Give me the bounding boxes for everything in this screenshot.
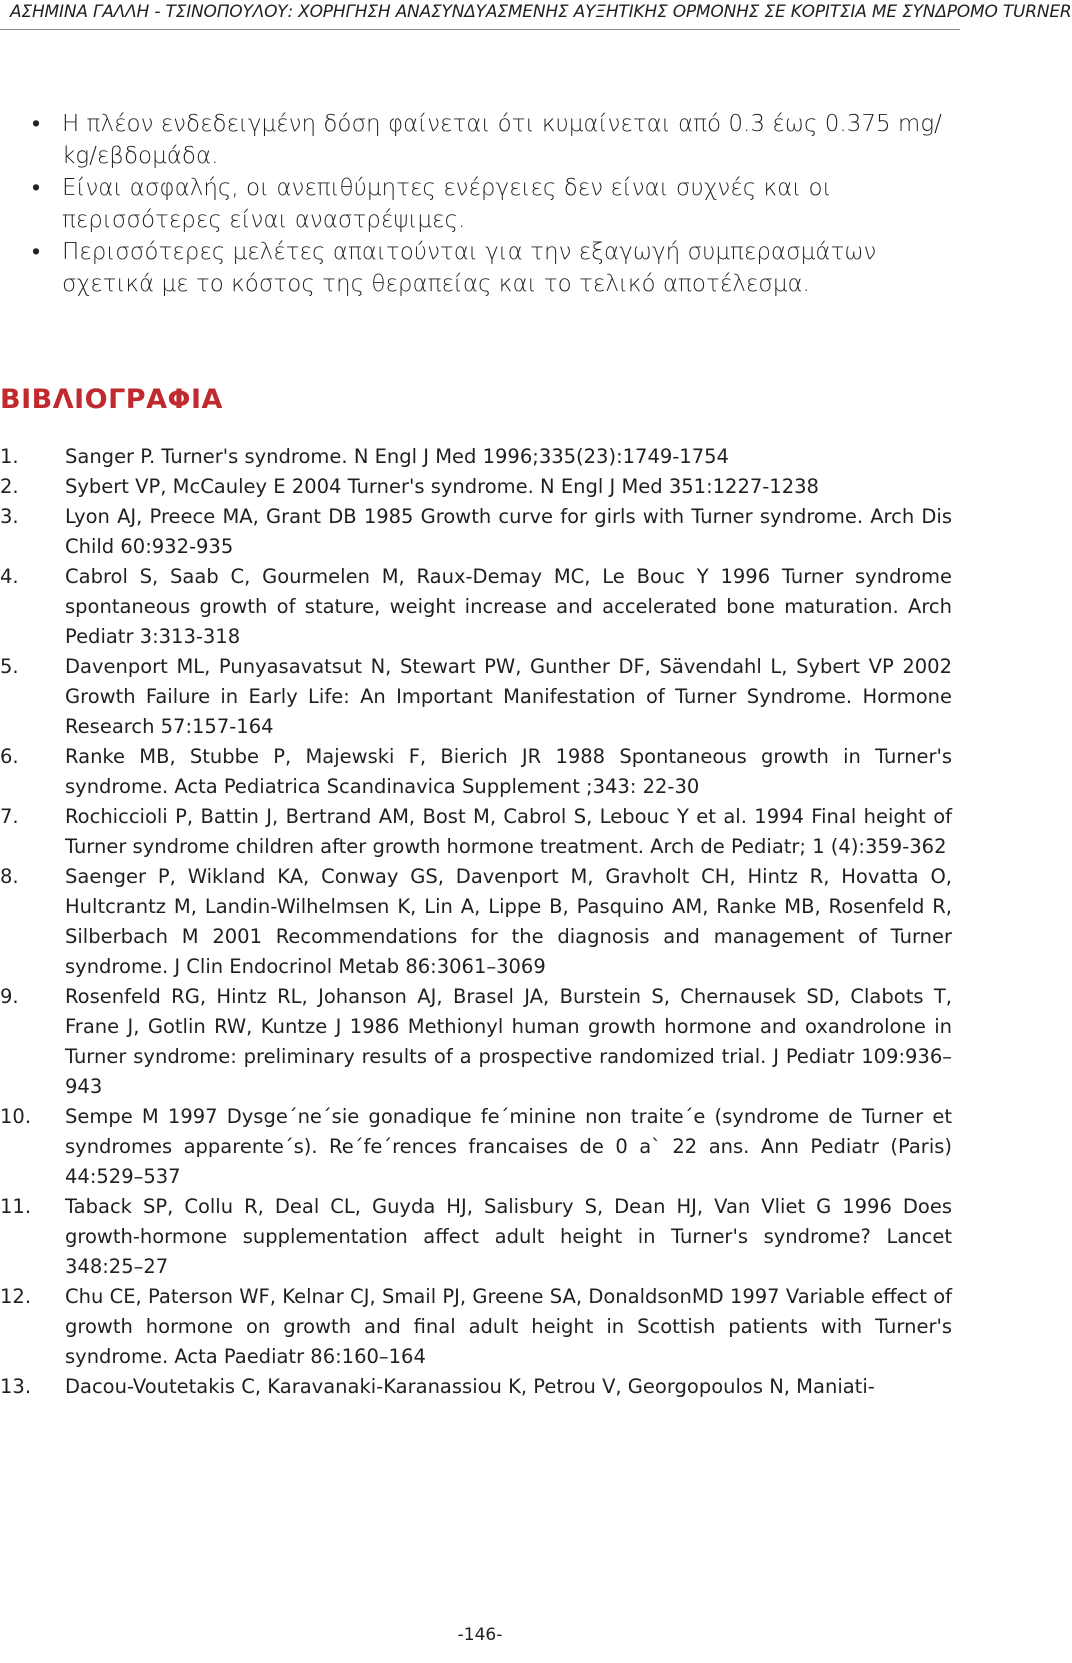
reference-item (0, 862, 952, 982)
bullet-marker: • (32, 111, 41, 137)
bullet-item (32, 108, 950, 172)
reference-number: 1. (0, 445, 19, 468)
reference-item (0, 442, 952, 472)
section-title-bibliography: ΒΙΒΛΙΟΓΡΑΦΙΑ (0, 384, 223, 415)
bullet-item (32, 236, 950, 300)
bullet-text: Περισσότερες μελέτες απαιτούνται για την εξαγωγή συμπερασμάτων σχετικά με το κόστος της θεραπείας και το τελικό αποτέλεσμα. (62, 239, 877, 297)
reference-text: Taback SP, Collu R, Deal CL, Guyda HJ, Salisbury S, Dean HJ, Van Vliet G 1996 Does growth-hormone supplementation affect adult height in Turner's syndrome? Lancet 348:25–27 (65, 1195, 952, 1278)
reference-number: 13. (0, 1375, 32, 1398)
reference-item (0, 502, 952, 562)
reference-text: Saenger P, Wikland KA, Conway GS, Davenport M, Gravholt CH, Hintz R, Hovatta O, Hultcrantz M, Landin-Wilhelmsen K, Lin A, Lippe B, Pasquino AM, Ranke MB, Rosenfeld R, Silberbach M 2001 Recommendations for the diagnosis and management of Turner syndrome. J Clin Endocrinol Metab 86:3061–3069 (65, 865, 952, 978)
reference-number: 12. (0, 1285, 32, 1308)
reference-text: Cabrol S, Saab C, Gourmelen M, Raux-Demay MC, Le Bouc Y 1996 Turner syndrome spontaneous growth of stature, weight increase and accelerated bone maturation. Arch Pediatr 3:313-318 (65, 565, 952, 648)
conclusion-bullets (32, 108, 950, 300)
reference-list (0, 442, 952, 1402)
reference-text: Sempe M 1997 Dysge´ne´sie gonadique fe´minine non traite´e (syndrome de Turner et syndromes apparente´s). Re´fe´rences francaises de 0 a` 22 ans. Ann Pediatr (Paris) 44:529–537 (65, 1105, 952, 1188)
reference-number: 7. (0, 805, 19, 828)
running-header: ΑΣΗΜΙΝΑ ΓΑΛΛΗ - ΤΣΙΝΟΠΟΥΛΟΥ: ΧΟΡΗΓΗΣΗ ΑΝΑΣΥΝΔΥΑΣΜΕΝΗΣ ΑΥΞΗΤΙΚΗΣ ΟΡΜΟΝΗΣ ΣΕ ΚΟΡΙΤΣΙΑ ΜΕ ΣΥΝΔΡΟΜΟ TURNER (10, 2, 1072, 22)
reference-number: 8. (0, 865, 19, 888)
reference-number: 9. (0, 985, 19, 1008)
reference-number: 4. (0, 565, 19, 588)
reference-item (0, 562, 952, 652)
reference-number: 3. (0, 505, 19, 528)
reference-text: Lyon AJ, Preece MA, Grant DB 1985 Growth curve for girls with Turner syndrome. Arch Dis Child 60:932-935 (65, 505, 952, 558)
bullet-text: Είναι ασφαλής, οι ανεπιθύμητες ενέργειες δεν είναι συχνές και οι περισσότερες είναι αναστρέψιμες. (62, 175, 832, 233)
bullet-text: Η πλέον ενδεδειγμένη δόση φαίνεται ότι κυμαίνεται από 0.3 έως 0.375 mg/ kg/εβδομάδα. (62, 111, 942, 169)
reference-number: 2. (0, 475, 19, 498)
reference-text: Rosenfeld RG, Hintz RL, Johanson AJ, Brasel JA, Burstein S, Chernausek SD, Clabots T, Frane J, Gotlin RW, Kuntze J 1986 Methionyl human growth hormone and oxandrolone in Turner syndrome: preliminary results of a prospective randomized trial. J Pediatr 109:936–943 (65, 985, 952, 1098)
bullet-marker: • (32, 175, 41, 201)
reference-number: 11. (0, 1195, 32, 1218)
reference-item (0, 1192, 952, 1282)
bullet-item (32, 172, 950, 236)
reference-number: 10. (0, 1105, 32, 1128)
reference-text: Dacou-Voutetakis C, Karavanaki-Karanassiou K, Petrou V, Georgopoulos N, Maniati- (65, 1375, 875, 1398)
reference-number: 6. (0, 745, 19, 768)
reference-text: Ranke MB, Stubbe P, Majewski F, Bierich JR 1988 Spontaneous growth in Turner's syndrome. Acta Pediatrica Scandinavica Supplement ;343: 22-30 (65, 745, 952, 798)
header-rule (0, 29, 960, 30)
reference-item (0, 1282, 952, 1372)
reference-item (0, 742, 952, 802)
reference-text: Sanger P. Turner's syndrome. N Engl J Med 1996;335(23):1749-1754 (65, 445, 729, 468)
bullet-marker: • (32, 239, 41, 265)
reference-item (0, 982, 952, 1102)
reference-text: Sybert VP, McCauley E 2004 Turner's syndrome. N Engl J Med 351:1227-1238 (65, 475, 819, 498)
reference-item (0, 472, 952, 502)
reference-text: Chu CE, Paterson WF, Kelnar CJ, Smail PJ, Greene SA, DonaldsonMD 1997 Variable effect of growth hormone on growth and final adult height in Scottish patients with Turner's syndrome. Acta Paediatr 86:160–164 (65, 1285, 952, 1368)
reference-item (0, 802, 952, 862)
reference-number: 5. (0, 655, 19, 678)
reference-item (0, 1102, 952, 1192)
reference-item (0, 652, 952, 742)
reference-text: Rochiccioli P, Battin J, Bertrand AM, Bost M, Cabrol S, Lebouc Y et al. 1994 Final height of Turner syndrome children after growth hormone treatment. Arch de Pediatr; 1 (4):359-362 (65, 805, 952, 858)
reference-item (0, 1372, 952, 1402)
reference-text: Davenport ML, Punyasavatsut N, Stewart PW, Gunther DF, Sävendahl L, Sybert VP 2002 Growth Failure in Early Life: An Important Manifestation of Turner Syndrome. Hormone Research 57:157-164 (65, 655, 952, 738)
page-number: -146- (457, 1625, 503, 1645)
